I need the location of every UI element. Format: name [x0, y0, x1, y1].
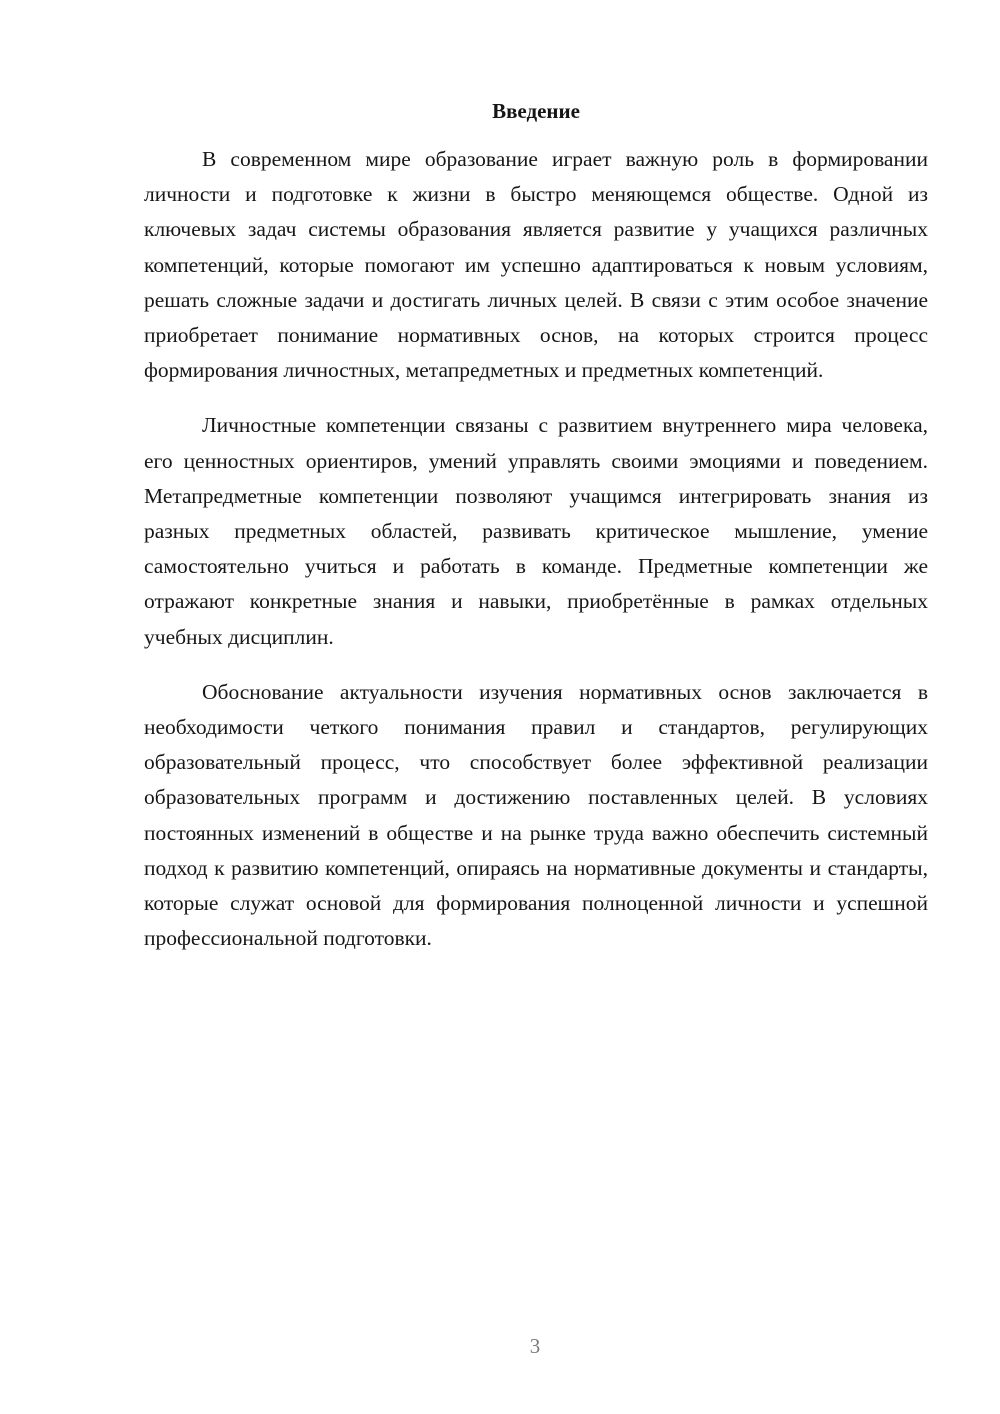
section-heading: Введение: [492, 99, 580, 123]
document-body: [144, 94, 928, 956]
paragraph-competencies: Личностные компетенции связаны с развитием внутреннего мира человека, его ценностных ориентиров, умений управлять своими эмоциями и поведением. Метапредметные компетенции позволяют учащимся интегрировать знания из разных предметных областей, развивать критическое мышление, умение самостоятельно учиться и работать в команде. Предметные компетенции же отражают конкретные знания и навыки, приобретённые в рамках отдельных учебных дисциплин.: [144, 413, 928, 649]
page-number: 3: [529, 1334, 541, 1358]
paragraph-intro: В современном мире образование играет важную роль в формировании личности и подготовке к жизни в быстро меняющемся обществе. Одной из ключевых задач системы образования является развитие у учащихся различных компетенций, которые помогают им успешно адаптироваться к новым условиям, решать сложные задачи и достигать личных целей. В связи с этим особое значение приобретает понимание нормативных основ, на которых строится процесс формирования личностных, метапредметных и предметных компетенций.: [144, 147, 928, 383]
paragraph-relevance: Обоснование актуальности изучения нормативных основ заключается в необходимости четкого понимания правил и стандартов, регулирующих образовательный процесс, что способствует более эффективной реализации образовательных программ и достижению поставленных целей. В условиях постоянных изменений в обществе и на рынке труда важно обеспечить системный подход к развитию компетенций, опираясь на нормативные документы и стандарты, которые служат основой для формирования полноценной личности и успешной профессиональной подготовки.: [144, 679, 928, 951]
